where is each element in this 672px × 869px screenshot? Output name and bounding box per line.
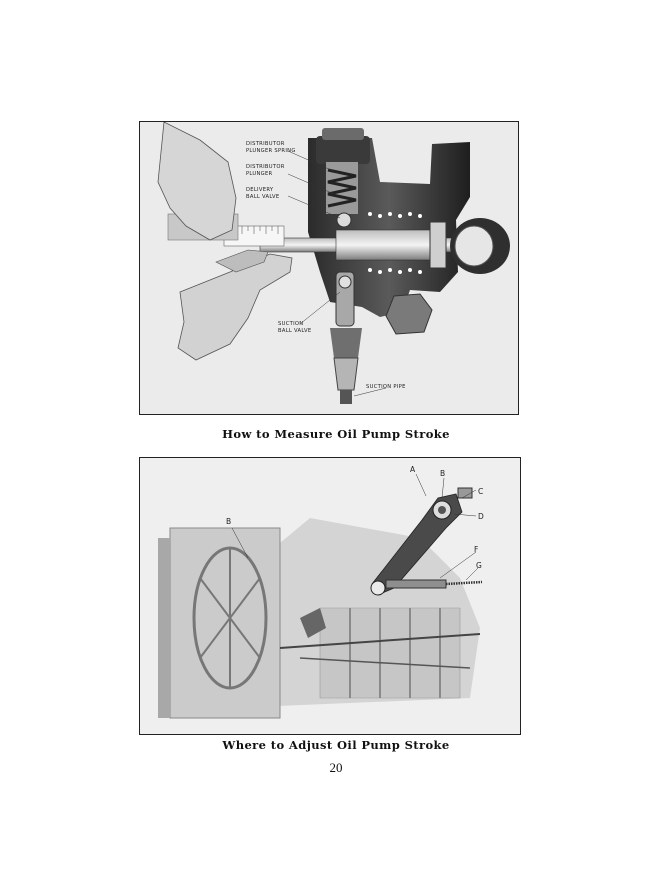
label-letter-f: F [474, 545, 479, 554]
label-suction-pipe: SUCTION PIPE [366, 384, 406, 390]
oil-pump-cutaway-illustration [140, 122, 518, 414]
label-distributor-plunger-1: DISTRIBUTOR [246, 164, 285, 170]
label-distributor-plunger-spring-2: PLUNGER SPRING [246, 148, 296, 154]
label-letter-d: D [478, 512, 484, 521]
label-letter-c: C [478, 487, 484, 496]
label-letter-a: A [410, 465, 416, 474]
label-letter-b: B [440, 469, 446, 478]
figure-measure-oil-pump-stroke [139, 121, 519, 415]
page-number: 20 [329, 760, 343, 775]
figure-caption-measure: How to Measure Oil Pump Stroke [222, 427, 450, 441]
label-letter-g: G [476, 561, 482, 570]
label-distributor-plunger-spring-1: DISTRIBUTOR [246, 141, 285, 147]
figure-adjust-oil-pump-stroke [139, 457, 521, 735]
label-delivery-ball-valve-1: DELIVERY [246, 187, 274, 193]
label-letter-b-left: B [226, 517, 232, 526]
label-distributor-plunger-2: PLUNGER [246, 171, 273, 177]
label-suction-ball-valve-1: SUCTION [278, 321, 304, 327]
figure-caption-adjust: Where to Adjust Oil Pump Stroke [222, 738, 450, 752]
engine-adjustment-illustration [140, 458, 520, 734]
label-delivery-ball-valve-2: BALL VALVE [246, 194, 280, 200]
label-suction-ball-valve-2: BALL VALVE [278, 328, 312, 334]
